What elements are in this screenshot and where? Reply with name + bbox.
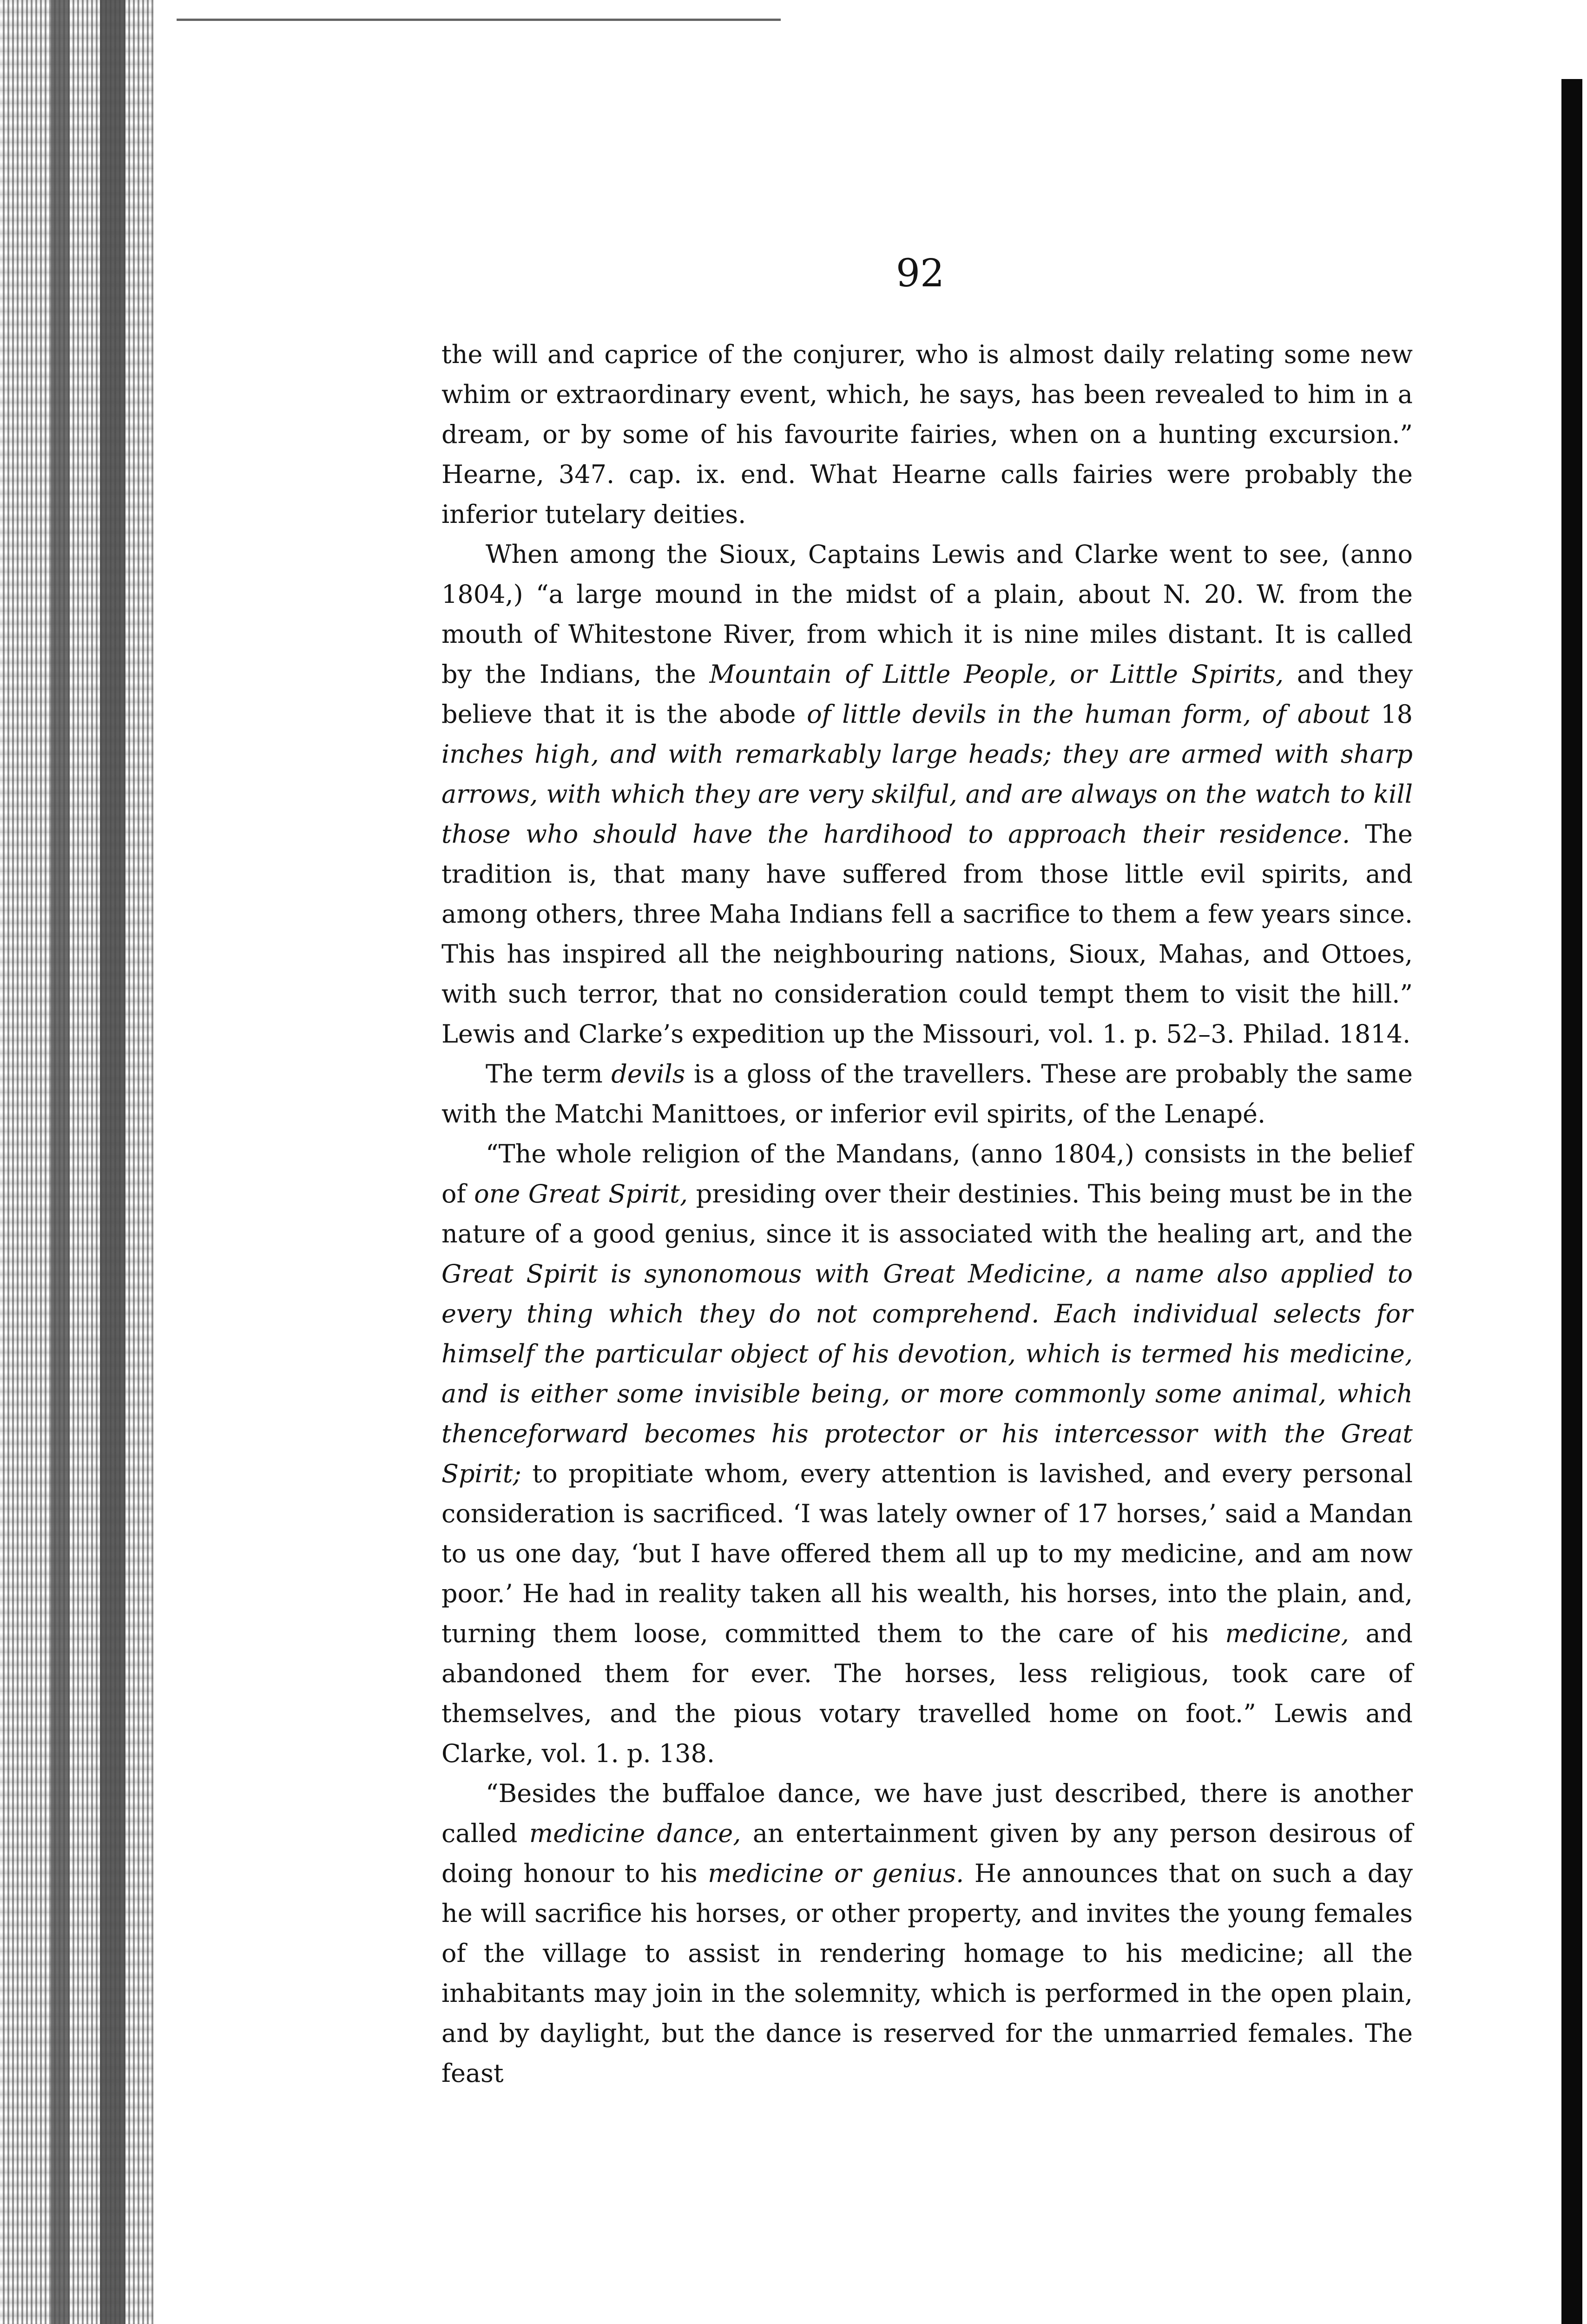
gutter-shadow-band: [100, 0, 125, 2324]
paragraph: [441, 535, 1413, 1054]
italic-run: Great Spirit is synonomous with Great Medicine, a name also applied to every thing which they do not comprehend. Each individual selects for himself the particular object of his devotion, which is termed his medicine, and is either some invisible being, or more commonly some animal, which thenceforward becomes his protector or his intercessor with the Great Spirit;: [441, 1259, 1413, 1488]
page-edge-shadow: [1545, 79, 1587, 2324]
page-number: 92: [896, 251, 945, 296]
italic-run: medicine or genius.: [708, 1859, 964, 1888]
text-run: to propitiate whom, every attention is lavished, and every personal consideration is sacrificed. ‘I was lately owner of 17 horses,’ said a Mandan to us one day, ‘but I have offered them all up to my medicine, and am now poor.’ He had in reality taken all his wealth, his horses, into the plain, and, turning them loose, committed them to the care of his: [441, 1459, 1413, 1648]
text-run: is a gloss of the travellers. These are probably the same with the Matchi Manittoes, or inferior evil spirits, of the Lenapé.: [441, 1059, 1413, 1129]
text-run: When among the Sioux, Captains Lewis and Clarke went to see, (anno 1804,) “a large mound in the midst of a plain, about N. 20. W. from the mouth of Whitestone River, from which it is nine miles distant. It is called by the Indians, the: [441, 540, 1413, 689]
text-run: 18: [1370, 700, 1413, 729]
text-run: and abandoned them for ever. The horses, less religious, took care of themselves, and the pious votary travelled home on foot.” Lewis and Clarke, vol. 1. p. 138.: [441, 1619, 1413, 1768]
text-run: The tradition is, that many have suffered from those little evil spirits, and among others, three Maha Indians fell a sacrifice to them a few years since. This has inspired all the neighbouring nations, Sioux, Mahas, and Ottoes, with such terror, that no consideration could tempt them to visit the hill.” Lewis and Clarke’s expedition up the Missouri, vol. 1. p. 52–3. Philad. 1814.: [441, 819, 1413, 1049]
gutter-shadow-band: [51, 0, 70, 2324]
text-run: He announces that on such a day he will sacrifice his horses, or other property, and invites the young females of the village to assist in rendering homage to his medicine; all the inhabitants may join in the solemnity, which is performed in the open plain, and by daylight, but the dance is reserved for the unmarried females. The feast: [441, 1859, 1413, 2088]
text-run: “Besides the buffaloe dance, we have just described, there is another called: [441, 1779, 1413, 1848]
italic-run: of little devils in the human form, of about: [807, 700, 1370, 729]
text-run: presiding over their destinies. This being must be in the nature of a good genius, since it is associated with the healing art, and the: [441, 1179, 1413, 1248]
text-run: and they believe that it is the abode: [441, 660, 1413, 729]
scan-edge-mark: [177, 19, 781, 21]
paragraph: [441, 1774, 1413, 2093]
paragraph: [441, 1054, 1413, 1134]
paragraph: [441, 1134, 1413, 1774]
text-run: “The whole religion of the Mandans, (anno 1804,) consists in the belief of: [441, 1139, 1413, 1208]
body-text: [441, 335, 1413, 2093]
book-binding-gutter: [0, 0, 153, 2324]
text-run: an entertainment given by any person desirous of doing honour to his: [441, 1819, 1413, 1888]
italic-run: Mountain of Little People, or Little Spirits,: [709, 660, 1284, 689]
text-run: the will and caprice of the conjurer, who is almost daily relating some new whim or extraordinary event, which, he says, has been revealed to him in a dream, or by some of his favourite fairies, when on a hunting excursion.” Hearne, 347. cap. ix. end. What Hearne calls fairies were probably the inferior tutelary deities.: [441, 340, 1413, 529]
italic-run: medicine,: [1225, 1619, 1349, 1648]
italic-run: devils: [611, 1059, 685, 1089]
italic-run: medicine dance,: [529, 1819, 741, 1848]
italic-run: one Great Spirit,: [474, 1179, 688, 1208]
paragraph: [441, 335, 1413, 535]
text-run: The term: [486, 1059, 612, 1089]
italic-run: inches high, and with remarkably large heads; they are armed with sharp arrows, with which they are very skilful, and are always on the watch to kill those who should have the hardihood to approach their residence.: [441, 739, 1413, 849]
